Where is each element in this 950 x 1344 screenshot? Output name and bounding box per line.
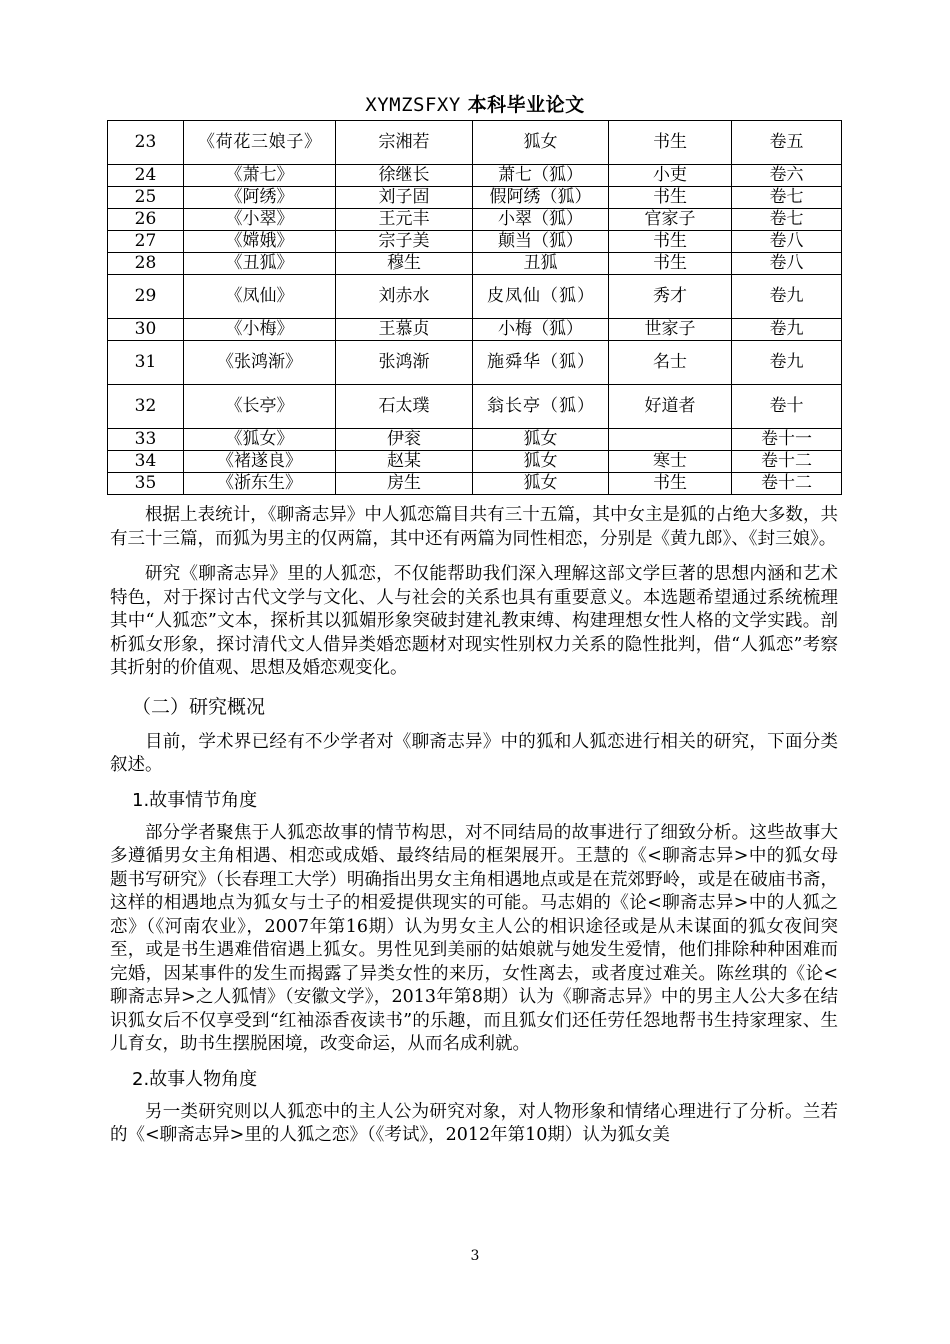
main-text [110, 504, 838, 1148]
cell-identity: 好道者 [609, 385, 732, 429]
cell-title: 《阿绣》 [184, 187, 336, 209]
table-row [108, 385, 842, 429]
cell-person: 伊衮 [336, 429, 473, 451]
cell-no: 31 [108, 341, 184, 385]
cell-volume: 卷七 [732, 187, 842, 209]
table-row [108, 187, 842, 209]
cell-title: 《小翠》 [184, 209, 336, 231]
cell-volume: 卷十二 [732, 451, 842, 473]
fox-romance-table [107, 120, 842, 495]
cell-title: 《丑狐》 [184, 253, 336, 275]
cell-title: 《狐女》 [184, 429, 336, 451]
cell-person: 穆生 [336, 253, 473, 275]
paragraph: 另一类研究则以人狐恋中的主人公为研究对象，对人物形象和情绪心理进行了分析。兰若的《<聊斋志异>里的人狐之恋》（《考试》，2012年第10期）认为狐女美 [110, 1101, 838, 1145]
cell-fox: 狐女 [473, 121, 609, 165]
cell-no: 29 [108, 275, 184, 319]
cell-volume: 卷五 [732, 121, 842, 165]
paragraph: 研究《聊斋志异》里的人狐恋，不仅能帮助我们深入理解这部文学巨著的思想内涵和艺术特色，对于探讨古代文学与文化、人与社会的关系也具有重要意义。本选题希望通过系统梳理其中“人狐恋”文本，探析其以狐媚形象突破封建礼教束缚、构建理想女性人格的文学实践。剖析狐女形象，探讨清代文人借异类婚恋题材对现实性别权力关系的隐性批判，借“人狐恋”考察其折射的价值观、思想及婚恋观变化。 [110, 564, 838, 678]
cell-person: 张鸿渐 [336, 341, 473, 385]
cell-volume: 卷十二 [732, 473, 842, 495]
cell-title: 《小梅》 [184, 319, 336, 341]
cell-identity: 书生 [609, 231, 732, 253]
cell-volume: 卷六 [732, 165, 842, 187]
cell-title: 《长亭》 [184, 385, 336, 429]
page-header [0, 92, 950, 117]
cell-identity: 书生 [609, 253, 732, 275]
cell-title: 《萧七》 [184, 165, 336, 187]
cell-person: 宗子美 [336, 231, 473, 253]
cell-fox: 小梅（狐） [473, 319, 609, 341]
cell-identity: 书生 [609, 473, 732, 495]
cell-no: 30 [108, 319, 184, 341]
cell-no: 23 [108, 121, 184, 165]
cell-no: 24 [108, 165, 184, 187]
table-row [108, 209, 842, 231]
table-row [108, 451, 842, 473]
cell-title: 《褚遂良》 [184, 451, 336, 473]
cell-person: 王慕贞 [336, 319, 473, 341]
cell-no: 26 [108, 209, 184, 231]
cell-identity: 官家子 [609, 209, 732, 231]
cell-title: 《浙东生》 [184, 473, 336, 495]
cell-no: 32 [108, 385, 184, 429]
table-row [108, 275, 842, 319]
cell-person: 房生 [336, 473, 473, 495]
cell-no: 34 [108, 451, 184, 473]
cell-no: 25 [108, 187, 184, 209]
cell-identity: 秀才 [609, 275, 732, 319]
paragraph: 根据上表统计，《聊斋志异》中人狐恋篇目共有三十五篇，其中女主是狐的占绝大多数，共有三十三篇，而狐为男主的仅两篇，其中还有两篇为同性相恋，分别是《黄九郎》、《封三娘》。 [110, 505, 838, 549]
cell-title: 《凤仙》 [184, 275, 336, 319]
cell-volume: 卷九 [732, 275, 842, 319]
cell-volume: 卷十 [732, 385, 842, 429]
subsection-heading: 1.故事情节角度 [132, 789, 258, 811]
cell-volume: 卷七 [732, 209, 842, 231]
table-row [108, 121, 842, 165]
cell-volume: 卷九 [732, 341, 842, 385]
cell-identity: 小吏 [609, 165, 732, 187]
cell-volume: 卷十一 [732, 429, 842, 451]
cell-person: 徐继长 [336, 165, 473, 187]
cell-fox: 狐女 [473, 451, 609, 473]
cell-identity [609, 429, 732, 451]
table-row [108, 253, 842, 275]
cell-title: 《张鸿渐》 [184, 341, 336, 385]
cell-fox: 翁长亭（狐） [473, 385, 609, 429]
cell-fox: 施舜华（狐） [473, 341, 609, 385]
cell-fox: 小翠（狐） [473, 209, 609, 231]
table-row [108, 231, 842, 253]
cell-identity: 寒士 [609, 451, 732, 473]
table-row [108, 473, 842, 495]
cell-volume: 卷八 [732, 231, 842, 253]
table-row [108, 429, 842, 451]
cell-title: 《荷花三娘子》 [184, 121, 336, 165]
table-row [108, 165, 842, 187]
cell-title: 《嫦娥》 [184, 231, 336, 253]
cell-identity: 名士 [609, 341, 732, 385]
cell-fox: 颠当（狐） [473, 231, 609, 253]
cell-no: 33 [108, 429, 184, 451]
header-code: XYMZSFXY [365, 94, 461, 116]
cell-person: 赵某 [336, 451, 473, 473]
cell-person: 刘子固 [336, 187, 473, 209]
cell-identity: 世家子 [609, 319, 732, 341]
cell-identity: 书生 [609, 121, 732, 165]
page-number: 3 [470, 1248, 480, 1264]
subsection-heading: 2.故事人物角度 [132, 1068, 258, 1090]
cell-identity: 书生 [609, 187, 732, 209]
table-row [108, 319, 842, 341]
cell-person: 王元丰 [336, 209, 473, 231]
paragraph: 目前，学术界已经有不少学者对《聊斋志异》中的狐和人狐恋进行相关的研究，下面分类叙述。 [110, 731, 838, 775]
cell-volume: 卷八 [732, 253, 842, 275]
cell-no: 27 [108, 231, 184, 253]
cell-fox: 狐女 [473, 473, 609, 495]
cell-fox: 萧七（狐） [473, 165, 609, 187]
table-row [108, 341, 842, 385]
cell-volume: 卷九 [732, 319, 842, 341]
cell-person: 宗湘若 [336, 121, 473, 165]
section-heading: （二）研究概况 [132, 695, 266, 718]
cell-no: 28 [108, 253, 184, 275]
cell-fox: 狐女 [473, 429, 609, 451]
cell-person: 刘赤水 [336, 275, 473, 319]
cell-fox: 假阿绣（狐） [473, 187, 609, 209]
paragraph: 部分学者聚焦于人狐恋故事的情节构思，对不同结局的故事进行了细致分析。这些故事大多遵循男女主角相遇、相恋或成婚、最终结局的框架展开。王慧的《<聊斋志异>中的狐女母题书写研究》（长春理工大学）明确指出男女主角相遇地点或是在荒郊野岭，或是在破庙书斋，这样的相遇地点为狐女与士子的相爱提供现实的可能。马志娟的《论<聊斋志异>中的人狐之恋》（《河南农业》，2007年第16期）认为男女主人公的相识途径或是从未谋面的狐女夜间突至，或是书生遇难借宿遇上狐女。男性见到美丽的姑娘就与她发生爱情，他们排除种种困难而完婚，因某事件的发生而揭露了异类女性的来历，女性离去，或者度过难关。陈丝琪的《论<聊斋志异>之人狐情》（安徽文学》，2013年第8期）认为《聊斋志异》中的男主人公大多在结识狐女后不仅享受到“红袖添香夜读书”的乐趣，而且狐女们还任劳任怨地帮书生持家理家、生儿育女，助书生摆脱困境，改变命运，从而名成利就。 [110, 822, 838, 1054]
cell-no: 35 [108, 473, 184, 495]
cell-person: 石太璞 [336, 385, 473, 429]
header-label: 本科毕业论文 [467, 94, 585, 116]
cell-fox: 丑狐 [473, 253, 609, 275]
cell-fox: 皮凤仙（狐） [473, 275, 609, 319]
